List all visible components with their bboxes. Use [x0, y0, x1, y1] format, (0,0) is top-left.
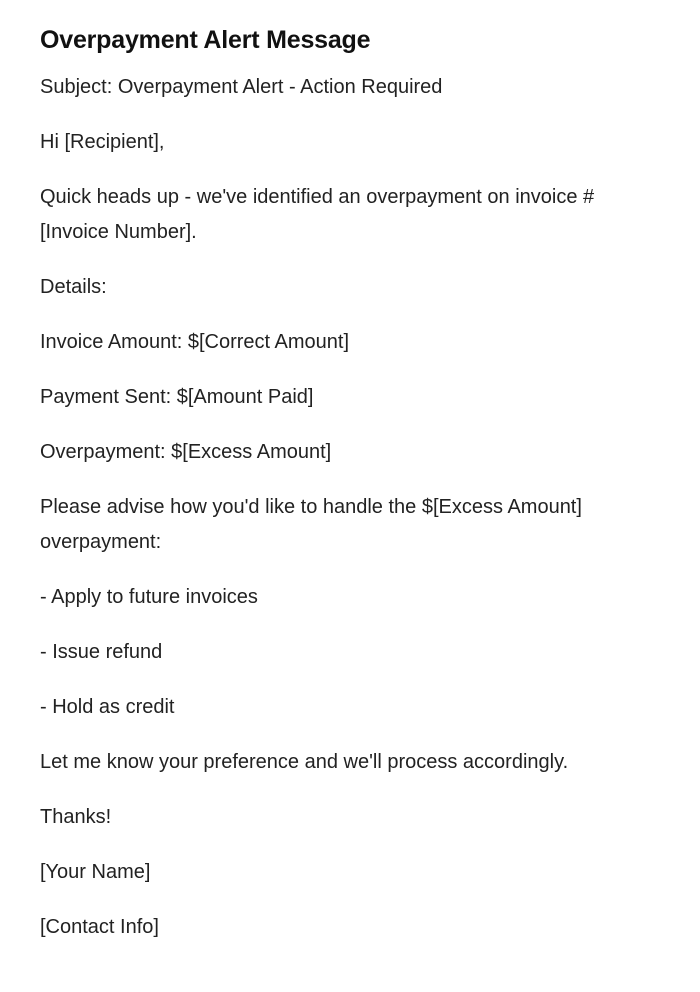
option-issue-refund: - Issue refund	[40, 641, 163, 663]
document-title: Overpayment Alert Message	[40, 26, 371, 54]
closing-paragraph: Let me know your preference and we'll process accordingly.	[40, 751, 569, 773]
invoice-amount-line: Invoice Amount: $[Correct Amount]	[40, 331, 350, 353]
option-hold-credit: - Hold as credit	[40, 696, 175, 718]
sender-contact: [Contact Info]	[40, 916, 159, 938]
overpayment-line: Overpayment: $[Excess Amount]	[40, 441, 332, 463]
request-paragraph: Please advise how you'd like to handle the $[Excess Amount] overpayment:	[40, 496, 582, 553]
sender-name: [Your Name]	[40, 861, 151, 883]
greeting: Hi [Recipient],	[40, 131, 165, 153]
intro-paragraph: Quick heads up - we've identified an overpayment on invoice #[Invoice Number].	[40, 186, 595, 243]
message-body	[40, 70, 660, 945]
subject-line: Subject: Overpayment Alert - Action Required	[40, 76, 443, 98]
payment-sent-line: Payment Sent: $[Amount Paid]	[40, 386, 314, 408]
sign-off: Thanks!	[40, 806, 112, 828]
details-heading: Details:	[40, 276, 107, 298]
option-apply-future: - Apply to future invoices	[40, 586, 258, 608]
